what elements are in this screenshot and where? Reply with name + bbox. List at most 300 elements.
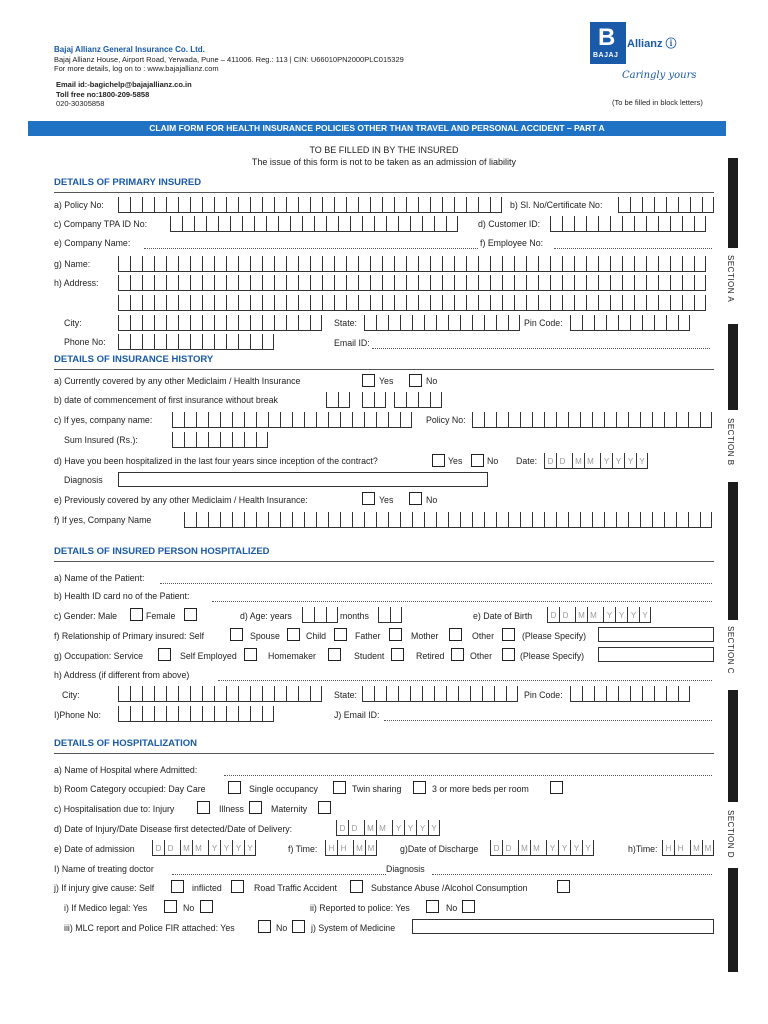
- char-cell[interactable]: [550, 295, 562, 310]
- char-cell[interactable]: [172, 432, 184, 447]
- char-cell[interactable]: [190, 295, 202, 310]
- char-cell[interactable]: [618, 197, 630, 212]
- char-cell[interactable]: [506, 686, 518, 701]
- char-cell[interactable]: M: [587, 607, 599, 622]
- char-cell[interactable]: [472, 315, 484, 330]
- char-cell[interactable]: [610, 256, 622, 271]
- mlc-yes-checkbox[interactable]: [258, 920, 271, 933]
- char-cell[interactable]: [544, 512, 556, 527]
- char-cell[interactable]: [208, 512, 220, 527]
- char-cell[interactable]: [238, 315, 250, 330]
- char-cell[interactable]: [274, 275, 286, 290]
- char-cell[interactable]: [634, 275, 646, 290]
- char-cell[interactable]: [418, 392, 430, 407]
- char-cell[interactable]: [118, 315, 130, 330]
- char-cell[interactable]: [502, 256, 514, 271]
- room-daycare-checkbox[interactable]: [228, 781, 241, 794]
- char-cell[interactable]: [410, 686, 422, 701]
- char-cell[interactable]: [618, 315, 630, 330]
- hospitalized-date-boxes[interactable]: [544, 453, 648, 469]
- char-cell[interactable]: [544, 412, 556, 427]
- char-cell[interactable]: Y: [220, 840, 232, 855]
- char-cell[interactable]: [346, 256, 358, 271]
- char-cell[interactable]: [286, 686, 298, 701]
- char-cell[interactable]: [334, 295, 346, 310]
- char-cell[interactable]: [226, 315, 238, 330]
- address-boxes-2[interactable]: [118, 295, 706, 311]
- char-cell[interactable]: [190, 256, 202, 271]
- char-cell[interactable]: [350, 216, 362, 231]
- char-cell[interactable]: [406, 197, 418, 212]
- room-single-checkbox[interactable]: [333, 781, 346, 794]
- char-cell[interactable]: M: [192, 840, 204, 855]
- char-cell[interactable]: [118, 275, 130, 290]
- employee-no-field[interactable]: [554, 237, 712, 249]
- hospitalized-no-checkbox[interactable]: [471, 454, 484, 467]
- char-cell[interactable]: [514, 295, 526, 310]
- char-cell[interactable]: [526, 295, 538, 310]
- char-cell[interactable]: [400, 315, 412, 330]
- hospitalized-yes-checkbox[interactable]: [432, 454, 445, 467]
- char-cell[interactable]: [370, 275, 382, 290]
- char-cell[interactable]: [184, 432, 196, 447]
- char-cell[interactable]: [220, 412, 232, 427]
- char-cell[interactable]: [298, 197, 310, 212]
- char-cell[interactable]: [390, 607, 402, 622]
- char-cell[interactable]: H: [337, 840, 349, 855]
- char-cell[interactable]: [658, 256, 670, 271]
- char-cell[interactable]: D: [336, 820, 348, 835]
- char-cell[interactable]: [494, 686, 506, 701]
- char-cell[interactable]: [130, 686, 142, 701]
- char-cell[interactable]: [142, 706, 154, 721]
- occ-retired-checkbox[interactable]: [451, 648, 464, 661]
- char-cell[interactable]: [374, 392, 386, 407]
- char-cell[interactable]: [154, 256, 166, 271]
- char-cell[interactable]: [364, 315, 376, 330]
- char-cell[interactable]: [154, 686, 166, 701]
- char-cell[interactable]: [514, 275, 526, 290]
- char-cell[interactable]: [586, 256, 598, 271]
- char-cell[interactable]: [508, 412, 520, 427]
- char-cell[interactable]: [448, 512, 460, 527]
- rel-child-checkbox[interactable]: [334, 628, 347, 641]
- char-cell[interactable]: [658, 216, 670, 231]
- char-cell[interactable]: [326, 392, 338, 407]
- char-cell[interactable]: [226, 256, 238, 271]
- d-diagnosis-field[interactable]: [432, 863, 712, 875]
- char-cell[interactable]: [502, 275, 514, 290]
- char-cell[interactable]: D: [490, 840, 502, 855]
- char-cell[interactable]: [442, 197, 454, 212]
- char-cell[interactable]: [370, 256, 382, 271]
- char-cell[interactable]: [316, 512, 328, 527]
- char-cell[interactable]: [532, 512, 544, 527]
- char-cell[interactable]: [194, 216, 206, 231]
- mlc-no-checkbox[interactable]: [292, 920, 305, 933]
- char-cell[interactable]: [418, 295, 430, 310]
- char-cell[interactable]: [250, 197, 262, 212]
- discharge-time-boxes[interactable]: [662, 840, 714, 856]
- b-diagnosis-field[interactable]: [118, 472, 488, 487]
- char-cell[interactable]: [700, 512, 712, 527]
- rel-father-checkbox[interactable]: [389, 628, 402, 641]
- char-cell[interactable]: [678, 315, 690, 330]
- char-cell[interactable]: [346, 295, 358, 310]
- char-cell[interactable]: [310, 315, 322, 330]
- char-cell[interactable]: [238, 275, 250, 290]
- char-cell[interactable]: [610, 216, 622, 231]
- char-cell[interactable]: [338, 216, 350, 231]
- char-cell[interactable]: [154, 197, 166, 212]
- char-cell[interactable]: [250, 315, 262, 330]
- hospital-name-field[interactable]: [224, 764, 712, 776]
- char-cell[interactable]: [424, 512, 436, 527]
- char-cell[interactable]: [568, 512, 580, 527]
- room-twin-checkbox[interactable]: [413, 781, 426, 794]
- char-cell[interactable]: [678, 686, 690, 701]
- char-cell[interactable]: [358, 275, 370, 290]
- char-cell[interactable]: [310, 295, 322, 310]
- char-cell[interactable]: [178, 686, 190, 701]
- char-cell[interactable]: [358, 256, 370, 271]
- c-state-boxes[interactable]: [362, 686, 518, 702]
- char-cell[interactable]: [202, 197, 214, 212]
- char-cell[interactable]: [630, 197, 642, 212]
- char-cell[interactable]: [334, 275, 346, 290]
- char-cell[interactable]: [622, 295, 634, 310]
- char-cell[interactable]: [266, 216, 278, 231]
- char-cell[interactable]: [388, 412, 400, 427]
- b-policy-no-boxes[interactable]: [472, 412, 712, 428]
- char-cell[interactable]: [178, 706, 190, 721]
- char-cell[interactable]: [286, 197, 298, 212]
- char-cell[interactable]: Y: [392, 820, 404, 835]
- pin-boxes[interactable]: [570, 315, 690, 331]
- char-cell[interactable]: [424, 315, 436, 330]
- char-cell[interactable]: [172, 412, 184, 427]
- char-cell[interactable]: [634, 256, 646, 271]
- char-cell[interactable]: [334, 197, 346, 212]
- char-cell[interactable]: [382, 275, 394, 290]
- char-cell[interactable]: [400, 512, 412, 527]
- char-cell[interactable]: [166, 686, 178, 701]
- covered-yes-checkbox[interactable]: [362, 374, 375, 387]
- char-cell[interactable]: [370, 295, 382, 310]
- char-cell[interactable]: [676, 512, 688, 527]
- char-cell[interactable]: [376, 315, 388, 330]
- char-cell[interactable]: [478, 295, 490, 310]
- char-cell[interactable]: Y: [244, 840, 256, 855]
- char-cell[interactable]: [118, 295, 130, 310]
- char-cell[interactable]: [434, 686, 446, 701]
- char-cell[interactable]: [226, 295, 238, 310]
- char-cell[interactable]: [466, 295, 478, 310]
- char-cell[interactable]: [154, 295, 166, 310]
- char-cell[interactable]: D: [164, 840, 176, 855]
- char-cell[interactable]: [250, 334, 262, 349]
- char-cell[interactable]: M: [690, 840, 702, 855]
- char-cell[interactable]: [496, 412, 508, 427]
- char-cell[interactable]: [478, 256, 490, 271]
- char-cell[interactable]: [254, 216, 266, 231]
- char-cell[interactable]: [454, 295, 466, 310]
- char-cell[interactable]: [232, 412, 244, 427]
- char-cell[interactable]: [130, 706, 142, 721]
- char-cell[interactable]: [406, 275, 418, 290]
- char-cell[interactable]: [232, 432, 244, 447]
- rel-other-checkbox[interactable]: [502, 628, 515, 641]
- char-cell[interactable]: [592, 512, 604, 527]
- char-cell[interactable]: [496, 315, 508, 330]
- admission-time-boxes[interactable]: [325, 840, 377, 856]
- char-cell[interactable]: Y: [615, 607, 627, 622]
- char-cell[interactable]: [702, 197, 714, 212]
- char-cell[interactable]: [532, 412, 544, 427]
- char-cell[interactable]: [682, 256, 694, 271]
- char-cell[interactable]: [326, 607, 338, 622]
- char-cell[interactable]: [376, 512, 388, 527]
- char-cell[interactable]: [268, 412, 280, 427]
- char-cell[interactable]: [658, 275, 670, 290]
- char-cell[interactable]: [646, 216, 658, 231]
- rel-mother-checkbox[interactable]: [449, 628, 462, 641]
- char-cell[interactable]: [238, 256, 250, 271]
- char-cell[interactable]: [406, 295, 418, 310]
- char-cell[interactable]: [362, 686, 374, 701]
- char-cell[interactable]: Y: [612, 453, 624, 468]
- rel-spouse-checkbox[interactable]: [287, 628, 300, 641]
- char-cell[interactable]: [422, 686, 434, 701]
- char-cell[interactable]: [570, 315, 582, 330]
- char-cell[interactable]: [382, 256, 394, 271]
- char-cell[interactable]: [226, 275, 238, 290]
- char-cell[interactable]: [286, 315, 298, 330]
- char-cell[interactable]: [388, 512, 400, 527]
- char-cell[interactable]: [202, 256, 214, 271]
- char-cell[interactable]: Y: [208, 840, 220, 855]
- char-cell[interactable]: [604, 512, 616, 527]
- char-cell[interactable]: [406, 256, 418, 271]
- char-cell[interactable]: [670, 216, 682, 231]
- char-cell[interactable]: [202, 686, 214, 701]
- char-cell[interactable]: [364, 412, 376, 427]
- char-cell[interactable]: [290, 216, 302, 231]
- char-cell[interactable]: M: [365, 840, 377, 855]
- char-cell[interactable]: [378, 607, 390, 622]
- char-cell[interactable]: [622, 216, 634, 231]
- gender-female-checkbox[interactable]: [184, 608, 197, 621]
- due-injury-checkbox[interactable]: [197, 801, 210, 814]
- previously-yes-checkbox[interactable]: [362, 492, 375, 505]
- char-cell[interactable]: [538, 256, 550, 271]
- char-cell[interactable]: [118, 686, 130, 701]
- char-cell[interactable]: [166, 256, 178, 271]
- char-cell[interactable]: [178, 295, 190, 310]
- tpa-id-boxes[interactable]: [170, 216, 458, 232]
- char-cell[interactable]: [676, 412, 688, 427]
- char-cell[interactable]: [118, 256, 130, 271]
- char-cell[interactable]: [670, 256, 682, 271]
- char-cell[interactable]: Y: [546, 840, 558, 855]
- name-boxes[interactable]: [118, 256, 706, 272]
- char-cell[interactable]: [202, 706, 214, 721]
- char-cell[interactable]: [262, 275, 274, 290]
- city-boxes[interactable]: [118, 315, 322, 331]
- char-cell[interactable]: D: [152, 840, 164, 855]
- char-cell[interactable]: Y: [558, 840, 570, 855]
- state-boxes[interactable]: [364, 315, 520, 331]
- char-cell[interactable]: [678, 197, 690, 212]
- char-cell[interactable]: [442, 295, 454, 310]
- char-cell[interactable]: [598, 295, 610, 310]
- char-cell[interactable]: [484, 412, 496, 427]
- char-cell[interactable]: [592, 412, 604, 427]
- char-cell[interactable]: [190, 334, 202, 349]
- char-cell[interactable]: [586, 216, 598, 231]
- char-cell[interactable]: [652, 412, 664, 427]
- char-cell[interactable]: [262, 315, 274, 330]
- char-cell[interactable]: [394, 256, 406, 271]
- char-cell[interactable]: [634, 216, 646, 231]
- char-cell[interactable]: [550, 256, 562, 271]
- char-cell[interactable]: [642, 315, 654, 330]
- char-cell[interactable]: [466, 197, 478, 212]
- char-cell[interactable]: [208, 412, 220, 427]
- char-cell[interactable]: [226, 706, 238, 721]
- char-cell[interactable]: [142, 334, 154, 349]
- char-cell[interactable]: [130, 315, 142, 330]
- commencement-day-boxes[interactable]: [326, 392, 350, 408]
- char-cell[interactable]: [446, 686, 458, 701]
- char-cell[interactable]: [250, 256, 262, 271]
- char-cell[interactable]: [184, 512, 196, 527]
- occ-other-checkbox[interactable]: [502, 648, 515, 661]
- due-maternity-checkbox[interactable]: [318, 801, 331, 814]
- char-cell[interactable]: [322, 275, 334, 290]
- char-cell[interactable]: [274, 256, 286, 271]
- char-cell[interactable]: [490, 256, 502, 271]
- char-cell[interactable]: [166, 295, 178, 310]
- char-cell[interactable]: [190, 706, 202, 721]
- char-cell[interactable]: [206, 216, 218, 231]
- char-cell[interactable]: [278, 216, 290, 231]
- phone-boxes[interactable]: [118, 334, 274, 350]
- char-cell[interactable]: [442, 256, 454, 271]
- medico-no-checkbox[interactable]: [200, 900, 213, 913]
- char-cell[interactable]: [490, 295, 502, 310]
- char-cell[interactable]: [642, 686, 654, 701]
- char-cell[interactable]: [460, 315, 472, 330]
- char-cell[interactable]: [250, 706, 262, 721]
- char-cell[interactable]: D: [559, 607, 571, 622]
- char-cell[interactable]: [616, 412, 628, 427]
- char-cell[interactable]: [598, 216, 610, 231]
- c-city-boxes[interactable]: [118, 686, 322, 702]
- char-cell[interactable]: [314, 216, 326, 231]
- char-cell[interactable]: [256, 512, 268, 527]
- char-cell[interactable]: [610, 275, 622, 290]
- char-cell[interactable]: Y: [627, 607, 639, 622]
- char-cell[interactable]: [178, 275, 190, 290]
- char-cell[interactable]: [184, 412, 196, 427]
- char-cell[interactable]: [166, 197, 178, 212]
- char-cell[interactable]: Y: [636, 453, 648, 468]
- char-cell[interactable]: [520, 512, 532, 527]
- char-cell[interactable]: [496, 512, 508, 527]
- cause-inflicted-checkbox[interactable]: [231, 880, 244, 893]
- char-cell[interactable]: [370, 197, 382, 212]
- char-cell[interactable]: [682, 216, 694, 231]
- char-cell[interactable]: [304, 412, 316, 427]
- char-cell[interactable]: [280, 512, 292, 527]
- char-cell[interactable]: [412, 512, 424, 527]
- admission-date-boxes[interactable]: [152, 840, 256, 856]
- char-cell[interactable]: Y: [603, 607, 615, 622]
- char-cell[interactable]: [394, 392, 406, 407]
- char-cell[interactable]: [472, 412, 484, 427]
- c-address-field[interactable]: [218, 669, 712, 681]
- occ-self-employed-checkbox[interactable]: [244, 648, 257, 661]
- char-cell[interactable]: Y: [428, 820, 440, 835]
- char-cell[interactable]: [130, 275, 142, 290]
- char-cell[interactable]: [666, 315, 678, 330]
- char-cell[interactable]: [436, 315, 448, 330]
- char-cell[interactable]: H: [662, 840, 674, 855]
- char-cell[interactable]: [430, 295, 442, 310]
- char-cell[interactable]: M: [376, 820, 388, 835]
- char-cell[interactable]: [640, 512, 652, 527]
- char-cell[interactable]: [646, 275, 658, 290]
- char-cell[interactable]: [622, 256, 634, 271]
- char-cell[interactable]: [694, 275, 706, 290]
- char-cell[interactable]: [274, 315, 286, 330]
- char-cell[interactable]: [218, 216, 230, 231]
- rel-specify-field[interactable]: [598, 627, 714, 642]
- char-cell[interactable]: [418, 256, 430, 271]
- char-cell[interactable]: [346, 197, 358, 212]
- char-cell[interactable]: [454, 256, 466, 271]
- gender-male-checkbox[interactable]: [130, 608, 143, 621]
- police-no-checkbox[interactable]: [462, 900, 475, 913]
- char-cell[interactable]: [394, 197, 406, 212]
- char-cell[interactable]: [292, 412, 304, 427]
- char-cell[interactable]: [130, 295, 142, 310]
- char-cell[interactable]: [630, 315, 642, 330]
- char-cell[interactable]: [262, 706, 274, 721]
- char-cell[interactable]: [654, 197, 666, 212]
- char-cell[interactable]: [286, 295, 298, 310]
- char-cell[interactable]: [526, 256, 538, 271]
- char-cell[interactable]: [226, 334, 238, 349]
- system-medicine-field[interactable]: [412, 919, 714, 934]
- char-cell[interactable]: [238, 295, 250, 310]
- char-cell[interactable]: [664, 512, 676, 527]
- char-cell[interactable]: [358, 197, 370, 212]
- char-cell[interactable]: [250, 686, 262, 701]
- char-cell[interactable]: [364, 512, 376, 527]
- char-cell[interactable]: [322, 256, 334, 271]
- char-cell[interactable]: [466, 275, 478, 290]
- char-cell[interactable]: [298, 295, 310, 310]
- char-cell[interactable]: [430, 256, 442, 271]
- char-cell[interactable]: [598, 275, 610, 290]
- char-cell[interactable]: [298, 686, 310, 701]
- char-cell[interactable]: [190, 315, 202, 330]
- char-cell[interactable]: [538, 295, 550, 310]
- char-cell[interactable]: [694, 295, 706, 310]
- char-cell[interactable]: [482, 686, 494, 701]
